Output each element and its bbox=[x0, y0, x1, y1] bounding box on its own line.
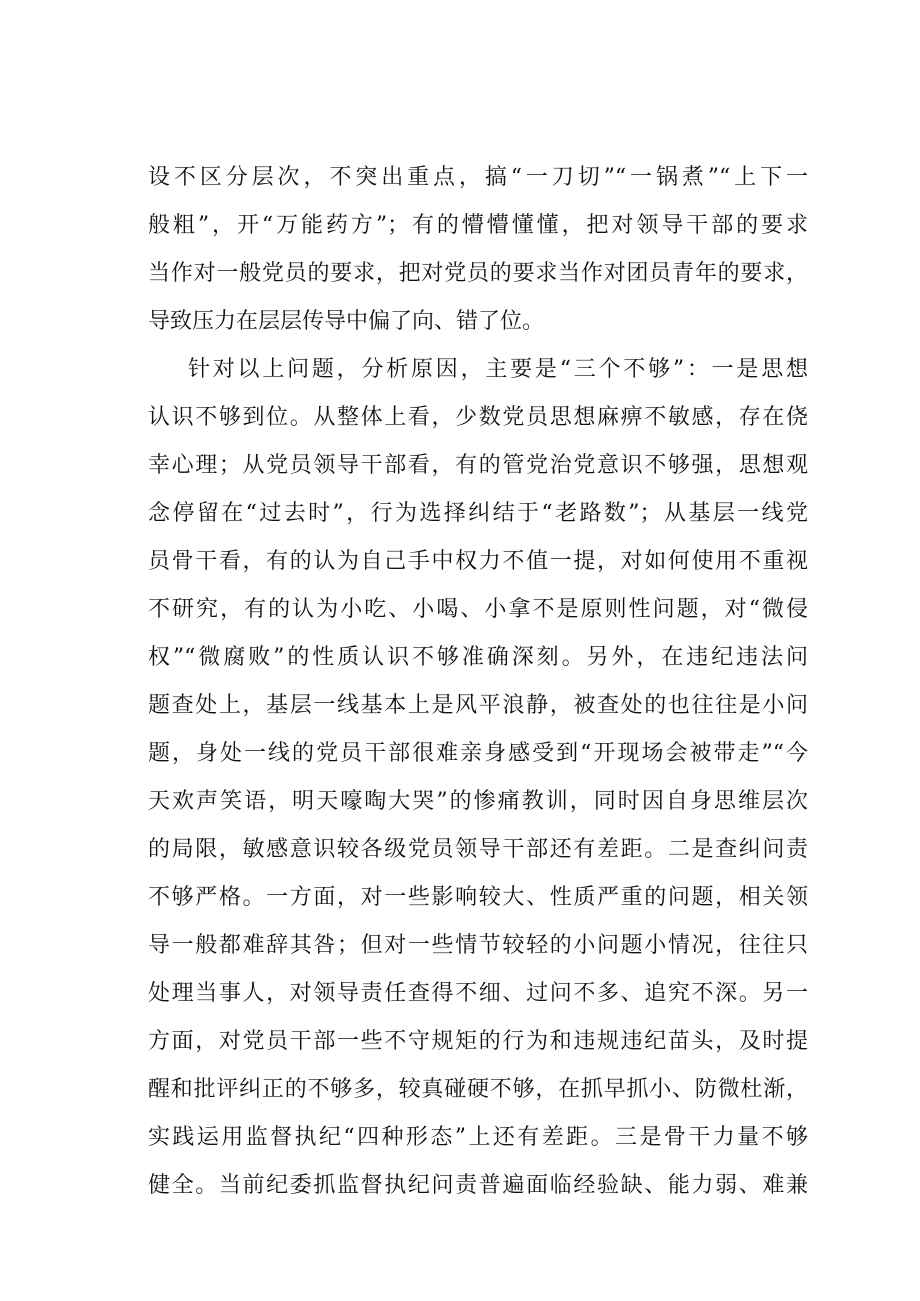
paragraph-line: 员骨干看，有的认为自己手中权力不值一提，对如何使用不重视 bbox=[148, 549, 808, 574]
body-text bbox=[148, 154, 808, 1210]
paragraph-line: 天欢声笑语，明天嚎啕大哭”的惨痛教训，同时因自身思维层次 bbox=[148, 789, 808, 814]
paragraph-line: 针对以上问题，分析原因，主要是“三个不够”：一是思想 bbox=[188, 357, 808, 382]
paragraph-line: 念停留在“过去时”，行为选择纠结于“老路数”；从基层一线党 bbox=[148, 501, 808, 526]
paragraph-line: 不研究，有的认为小吃、小喝、小拿不是原则性问题，对“微侵 bbox=[148, 597, 808, 622]
paragraph-line: 健全。当前纪委抓监督执纪问责普遍面临经验缺、能力弱、难兼 bbox=[148, 1173, 808, 1198]
paragraph-line: 认识不够到位。从整体上看，少数党员思想麻痹不敏感，存在侥 bbox=[148, 405, 808, 430]
paragraph-line: 导致压力在层层传导中偏了向、错了位。 bbox=[148, 309, 545, 334]
paragraph-line: 题，身处一线的党员干部很难亲身感受到“开现场会被带走”“今 bbox=[148, 741, 808, 766]
paragraph-line: 实践运用监督执纪“四种形态”上还有差距。三是骨干力量不够 bbox=[148, 1125, 808, 1150]
paragraph-line: 的局限，敏感意识较各级党员领导干部还有差距。二是查纠问责 bbox=[148, 837, 808, 862]
paragraph-line: 方面，对党员干部一些不守规矩的行为和违规违纪苗头，及时提 bbox=[148, 1029, 808, 1054]
paragraph-line: 设不区分层次，不突出重点，搞“一刀切”“一锅煮”“上下一 bbox=[148, 165, 808, 190]
paragraph-line: 幸心理；从党员领导干部看，有的管党治党意识不够强，思想观 bbox=[148, 453, 808, 478]
paragraph-line: 题查处上，基层一线基本上是风平浪静，被查处的也往往是小问 bbox=[148, 693, 808, 718]
paragraph-1 bbox=[148, 154, 808, 346]
paragraph-line: 不够严格。一方面，对一些影响较大、性质严重的问题，相关领 bbox=[148, 885, 808, 910]
paragraph-line: 当作对一般党员的要求，把对党员的要求当作对团员青年的要求， bbox=[148, 261, 808, 286]
paragraph-line: 醒和批评纠正的不够多，较真碰硬不够，在抓早抓小、防微杜渐， bbox=[148, 1077, 808, 1102]
paragraph-line: 权”“微腐败”的性质认识不够准确深刻。另外，在违纪违法问 bbox=[148, 645, 808, 670]
paragraph-line: 导一般都难辞其咎；但对一些情节较轻的小问题小情况，往往只 bbox=[148, 933, 808, 958]
paragraph-line: 般粗”，开“万能药方”；有的懵懵懂懂，把对领导干部的要求 bbox=[148, 213, 808, 238]
paragraph-line: 处理当事人，对领导责任查得不细、过问不多、追究不深。另一 bbox=[148, 981, 808, 1006]
paragraph-2 bbox=[148, 346, 808, 1210]
